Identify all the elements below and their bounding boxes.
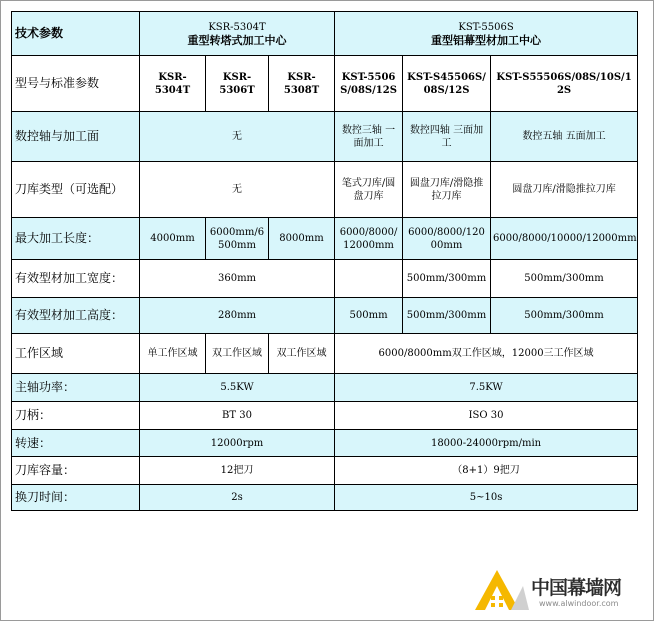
axes-label: 数控轴与加工面 [12, 112, 140, 162]
tool-holder-b: ISO 30 [335, 402, 638, 430]
group-a-name: 重型转塔式加工中心 [187, 33, 287, 47]
model-a3: KSR-5308T [269, 56, 335, 112]
change-time-row [12, 485, 638, 511]
magazine-type-a: 无 [140, 162, 335, 218]
spindle-power-row [12, 374, 638, 402]
spec-table [11, 11, 638, 511]
speed-label: 转速： [12, 430, 140, 457]
work-area-b: 6000/8000mm双工作区域，12000三工作区域 [335, 334, 638, 374]
model-b1: KST-5506S/08S/12S [335, 56, 403, 112]
header-label: 技术参数 [12, 12, 140, 56]
speed-row [12, 430, 638, 457]
magazine-type-b3: 圆盘刀库/滑隐推拉刀库 [491, 162, 638, 218]
capacity-b: （8+1）9把刀 [335, 457, 638, 485]
width-a: 360mm [140, 260, 335, 298]
change-time-label: 换刀时间： [12, 485, 140, 511]
tool-holder-label: 刀柄： [12, 402, 140, 430]
work-area-a3: 双工作区域 [269, 334, 335, 374]
max-length-b3: 6000/8000/10000/12000mm [491, 218, 638, 260]
spindle-power-b: 7.5KW [335, 374, 638, 402]
change-time-a: 2s [140, 485, 335, 511]
magazine-type-row [12, 162, 638, 218]
height-label: 有效型材加工高度： [12, 298, 140, 334]
watermark-logo [471, 566, 647, 614]
spindle-power-a: 5.5KW [140, 374, 335, 402]
group-a-code: KSR-5304T [208, 21, 266, 33]
capacity-a: 12把刀 [140, 457, 335, 485]
max-length-a3: 8000mm [269, 218, 335, 260]
group-b-name: 重型铝幕型材加工中心 [431, 33, 542, 47]
magazine-type-b2: 圆盘刀库/滑隐推拉刀库 [403, 162, 491, 218]
change-time-b: 5~10s [335, 485, 638, 511]
watermark-name: 中国幕墙网 [531, 577, 622, 599]
width-label: 有效型材加工宽度： [12, 260, 140, 298]
model-a1: KSR-5304T [140, 56, 206, 112]
max-length-b2: 6000/8000/12000mm [403, 218, 491, 260]
axes-b3: 数控五轴 五面加工 [491, 112, 638, 162]
group-b-code: KST-5506S [458, 21, 514, 33]
max-length-row [12, 218, 638, 260]
work-area-a2: 双工作区域 [206, 334, 269, 374]
models-label: 型号与标准参数 [12, 56, 140, 112]
tool-holder-a: BT 30 [140, 402, 335, 430]
height-b3: 500mm/300mm [491, 298, 638, 334]
model-a2: KSR-5306T [206, 56, 269, 112]
model-b3: KST-S55506S/08S/10S/12S [491, 56, 638, 112]
header-row [12, 12, 638, 56]
height-a: 280mm [140, 298, 335, 334]
watermark-url: www.alwindoor.com [539, 599, 619, 608]
work-area-row [12, 334, 638, 374]
model-b2: KST-S45506S/08S/12S [403, 56, 491, 112]
max-length-b1: 6000/8000/12000mm [335, 218, 403, 260]
spindle-power-label: 主轴功率： [12, 374, 140, 402]
magazine-type-label: 刀库类型（可选配） [12, 162, 140, 218]
max-length-a2: 6000mm/6500mm [206, 218, 269, 260]
work-area-a1: 单工作区域 [140, 334, 206, 374]
width-b3: 500mm/300mm [491, 260, 638, 298]
axes-b2: 数控四轴 三面加工 [403, 112, 491, 162]
width-row [12, 260, 638, 298]
width-b1 [335, 260, 403, 298]
group-b-header [335, 12, 638, 56]
speed-a: 12000rpm [140, 430, 335, 457]
capacity-row [12, 457, 638, 485]
capacity-label: 刀库容量： [12, 457, 140, 485]
width-b2: 500mm/300mm [403, 260, 491, 298]
building-logo-icon [471, 566, 531, 614]
max-length-label: 最大加工长度： [12, 218, 140, 260]
group-a-header [140, 12, 335, 56]
axes-b1: 数控三轴 一面加工 [335, 112, 403, 162]
axes-a: 无 [140, 112, 335, 162]
speed-b: 18000-24000rpm/min [335, 430, 638, 457]
magazine-type-b1: 笔式刀库/圆盘刀库 [335, 162, 403, 218]
height-row [12, 298, 638, 334]
models-row [12, 56, 638, 112]
axes-row [12, 112, 638, 162]
height-b1: 500mm [335, 298, 403, 334]
tool-holder-row [12, 402, 638, 430]
max-length-a1: 4000mm [140, 218, 206, 260]
work-area-label: 工作区域 [12, 334, 140, 374]
height-b2: 500mm/300mm [403, 298, 491, 334]
